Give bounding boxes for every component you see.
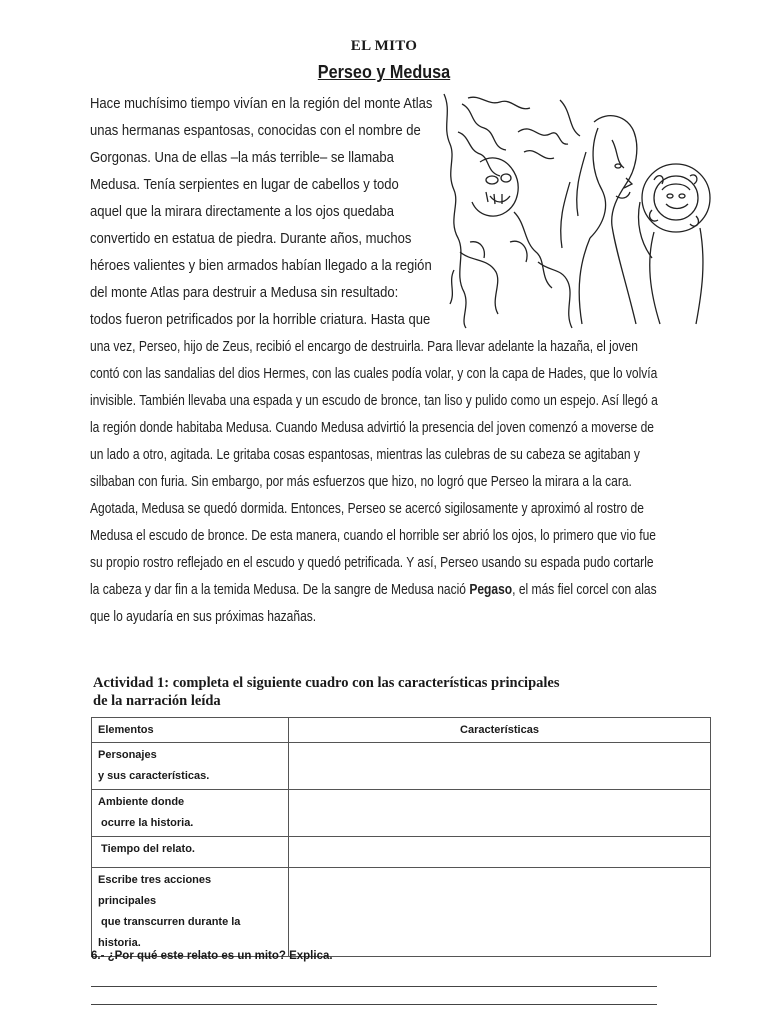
story-text-run: , el más fiel corcel con alas [512, 582, 657, 598]
activity-title-line: Actividad 1: completa el siguiente cuadro con las características principales [93, 675, 560, 691]
row-label-acciones [92, 868, 289, 957]
story-line: Medusa el escudo de bronce. De esta manera, cuando el horrible ser abrió los ojos, lo primero que vio fue [90, 528, 656, 544]
table-row [92, 790, 711, 837]
pegaso-bold-word: Pegaso [469, 582, 513, 598]
story-line: contó con las sandalias del dios Hermes, con las cuales podía volar, y con la capa de Hades, que lo volvía [90, 366, 658, 382]
story-line: una vez, Perseo, hijo de Zeus, recibió el encargo de destruirla. Para llevar adelante la hazaña, el joven [90, 339, 638, 355]
story-line: Hace muchísimo tiempo vivían en la región del monte Atlas [90, 96, 433, 112]
row-label-line: Escribe tres acciones [98, 874, 212, 886]
row-label-line: que transcurren durante la [98, 916, 241, 928]
row-label-line: y sus características. [98, 770, 210, 782]
table-row [92, 743, 711, 790]
row-label-line: principales [98, 895, 157, 907]
activity-title [93, 674, 560, 710]
story-line: Gorgonas. Una de ellas –la más terrible– se llamaba [90, 150, 394, 166]
story-line: unas hermanas espantosas, conocidas con el nombre de [90, 123, 421, 139]
answer-cell-ambiente[interactable] [289, 790, 711, 837]
story-line: del monte Atlas para destruir a Medusa sin resultado: [90, 285, 399, 301]
page-title: EL MITO [350, 38, 418, 54]
story-line: Agotada, Medusa se quedó dormida. Entonces, Perseo se acercó sigilosamente y aproximó al rostro de [90, 501, 644, 517]
story-line: héroes valientes y bien armados habían llegado a la región [90, 258, 432, 274]
row-label-personajes [92, 743, 289, 790]
row-label-line: Personajes [98, 749, 157, 761]
answer-cell-tiempo[interactable] [289, 837, 711, 868]
story-line: invisible. También llevaba una espada y un escudo de bronce, tan liso y pulido como un espejo. Así llegó a [90, 393, 658, 409]
story-line: la región donde habitaba Medusa. Cuando Medusa advirtió la presencia del joven comenzó a moverse de [90, 420, 654, 436]
row-label-tiempo [92, 837, 289, 868]
activity-title-line: de la narración leída [93, 693, 221, 709]
row-label-ambiente [92, 790, 289, 837]
answer-line[interactable] [91, 986, 657, 987]
story-line: todos fueron petrificados por la horrible criatura. Hasta que [90, 312, 431, 328]
story-line [90, 580, 657, 600]
row-label-line: ocurre la historia. [98, 817, 194, 829]
answer-cell-personajes[interactable] [289, 743, 711, 790]
answer-cell-acciones[interactable] [289, 868, 711, 957]
row-label-line: Ambiente donde [98, 796, 185, 808]
table-row [92, 868, 711, 957]
story-line: aquel que la mirara directamente a los ojos quedaba [90, 204, 394, 220]
story-text-run: la cabeza y dar fin a la temida Medusa. De la sangre de Medusa nació [90, 582, 470, 598]
story-line: convertido en estatua de piedra. Durante años, muchos [90, 231, 412, 247]
row-label-line: Tiempo del relato. [98, 843, 195, 855]
table-row [92, 837, 711, 868]
story-line: que lo ayudaría en sus próximas hazañas. [90, 609, 317, 625]
activity-table [91, 717, 711, 957]
medusa-perseus-illustration [440, 92, 712, 330]
header-caracteristicas: Características [289, 718, 711, 743]
header-elementos: Elementos [92, 718, 289, 743]
story-line: un lado a otro, agitada. Le gritaba cosas espantosas, mientras las culebras de su cabeza se agitaban y [90, 447, 640, 463]
question-6: 6.- ¿Por qué este relato es un mito? Explica. [91, 950, 333, 962]
table-header-row [92, 718, 711, 743]
answer-line[interactable] [91, 1004, 657, 1005]
story-line: silbaban con furia. Sin embargo, por más esfuerzos que hizo, no logró que Perseo la mirara a la cara. [90, 474, 632, 490]
story-title: Perseo y Medusa [317, 62, 451, 82]
row-label-line: historia. [98, 937, 141, 949]
story-line: Medusa. Tenía serpientes en lugar de cabellos y todo [90, 177, 399, 193]
story-line: su propio rostro reflejado en el escudo y quedó petrificada. Y así, Perseo usando su espada pudo cortarle [90, 555, 654, 571]
